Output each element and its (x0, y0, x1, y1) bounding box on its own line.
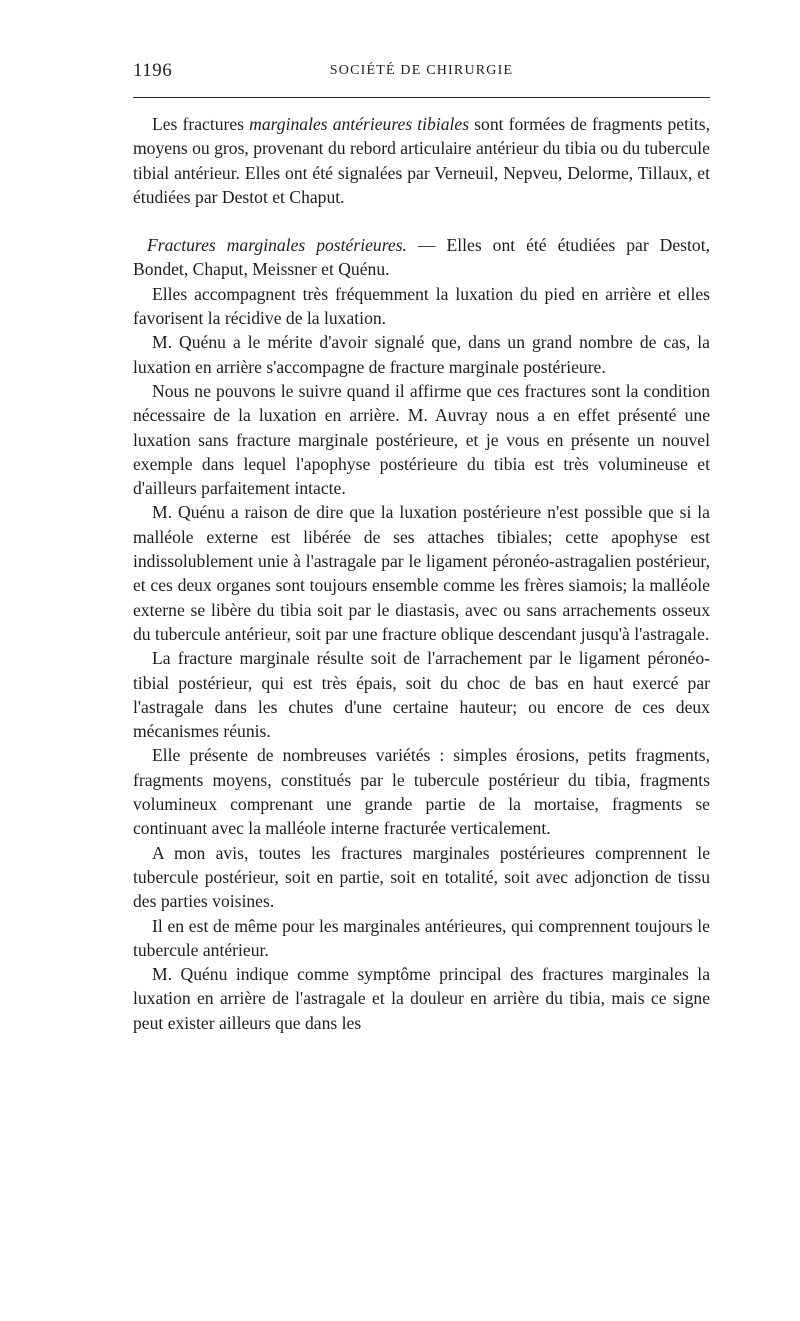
paragraph-9: A mon avis, toutes les fractures marginales postérieures comprennent le tubercule postérieur, soit en partie, soit en totalité, soit avec adjonction de tissu des parties voisines. (133, 842, 710, 912)
paragraph-11: M. Quénu indique comme symptôme principal des fractures marginales la luxation en arrière de l'astragale et la douleur en arrière du tibia, mais ce signe peut exister ailleurs que dans les (133, 964, 710, 1033)
header-rule (133, 97, 710, 98)
section-heading-posterior: Fractures marginales postérieures. (147, 235, 407, 256)
paragraph-6: M. Quénu a raison de dire que la luxation postérieure n'est possible que si la malléole externe est libérée de ses attaches tibiales; cette apophyse est indissolublement unie à l'astragale par le ligament péronéo-astragalien postérieur, et ces deux organes sont toujours ensemble comme les frères siamois; la malléole externe se libère du tibia soit par le diastasis, avec ou sans arrachements osseux du tubercule antérieur, soit par une fracture oblique descendant jusqu'à l'astragale. (133, 502, 710, 644)
paragraph-8: Elle présente de nombreuses variétés : simples érosions, petits fragments, fragments moyens, constitués par le tubercule postérieur du tibia, fragments volumineux comprenant une grande partie de la mortaise, fragments se continuant avec la malléole interne fracturée verticalement. (133, 745, 710, 839)
paragraph-1-rest: sont formées de fragments petits, moyens ou gros, provenant du rebord articulaire antérieur du tibia ou du tubercule tibial antérieur. Elles ont été signalées par Verneuil, Nepveu, Delorme, Tillaux, et étudiées par Destot et Chaput. (133, 114, 710, 207)
body-text (133, 112, 710, 1035)
paragraph-7: La fracture marginale résulte soit de l'arrachement par le ligament péronéo-tibial postérieur, qui est très épais, soit du choc de bas en haut exercé par l'astragale dans les chutes d'une certaine hauteur; ou encore de ces deux mécanismes réunis. (133, 648, 710, 742)
paragraph-2-rest: — Elles ont été étudiées par Destot, Bondet, Chaput, Meissner et Quénu. (133, 235, 710, 280)
paragraph-10: Il en est de même pour les marginales antérieures, qui comprennent toujours le tubercule antérieur. (133, 915, 710, 960)
page-number: 1196 (133, 60, 173, 81)
paragraph-1 (133, 112, 710, 209)
paragraph-1-lead: Les fractures (152, 114, 250, 134)
paragraph-2 (133, 233, 710, 282)
paragraph-4: M. Quénu a le mérite d'avoir signalé que, dans un grand nombre de cas, la luxation en arrière s'accompagne de fracture marginale postérieure. (133, 332, 710, 377)
running-head (133, 60, 710, 86)
paragraph-5: Nous ne pouvons le suivre quand il affirme que ces fractures sont la condition nécessaire de la luxation en arrière. M. Auvray nous a en effet présenté une luxation sans fracture marginale postérieure, et je vous en présente un nouvel exemple dans lequel l'apophyse postérieure du tibia est très volumineuse et d'ailleurs parfaitement intacte. (133, 380, 710, 499)
running-head-title: SOCIÉTÉ DE CHIRURGIE (329, 63, 514, 78)
paragraph-3: Elles accompagnent très fréquemment la luxation du pied en arrière et elles favorisent la récidive de la luxation. (133, 283, 710, 329)
paragraph-1-italic: marginales antérieures tibiales (249, 114, 470, 134)
